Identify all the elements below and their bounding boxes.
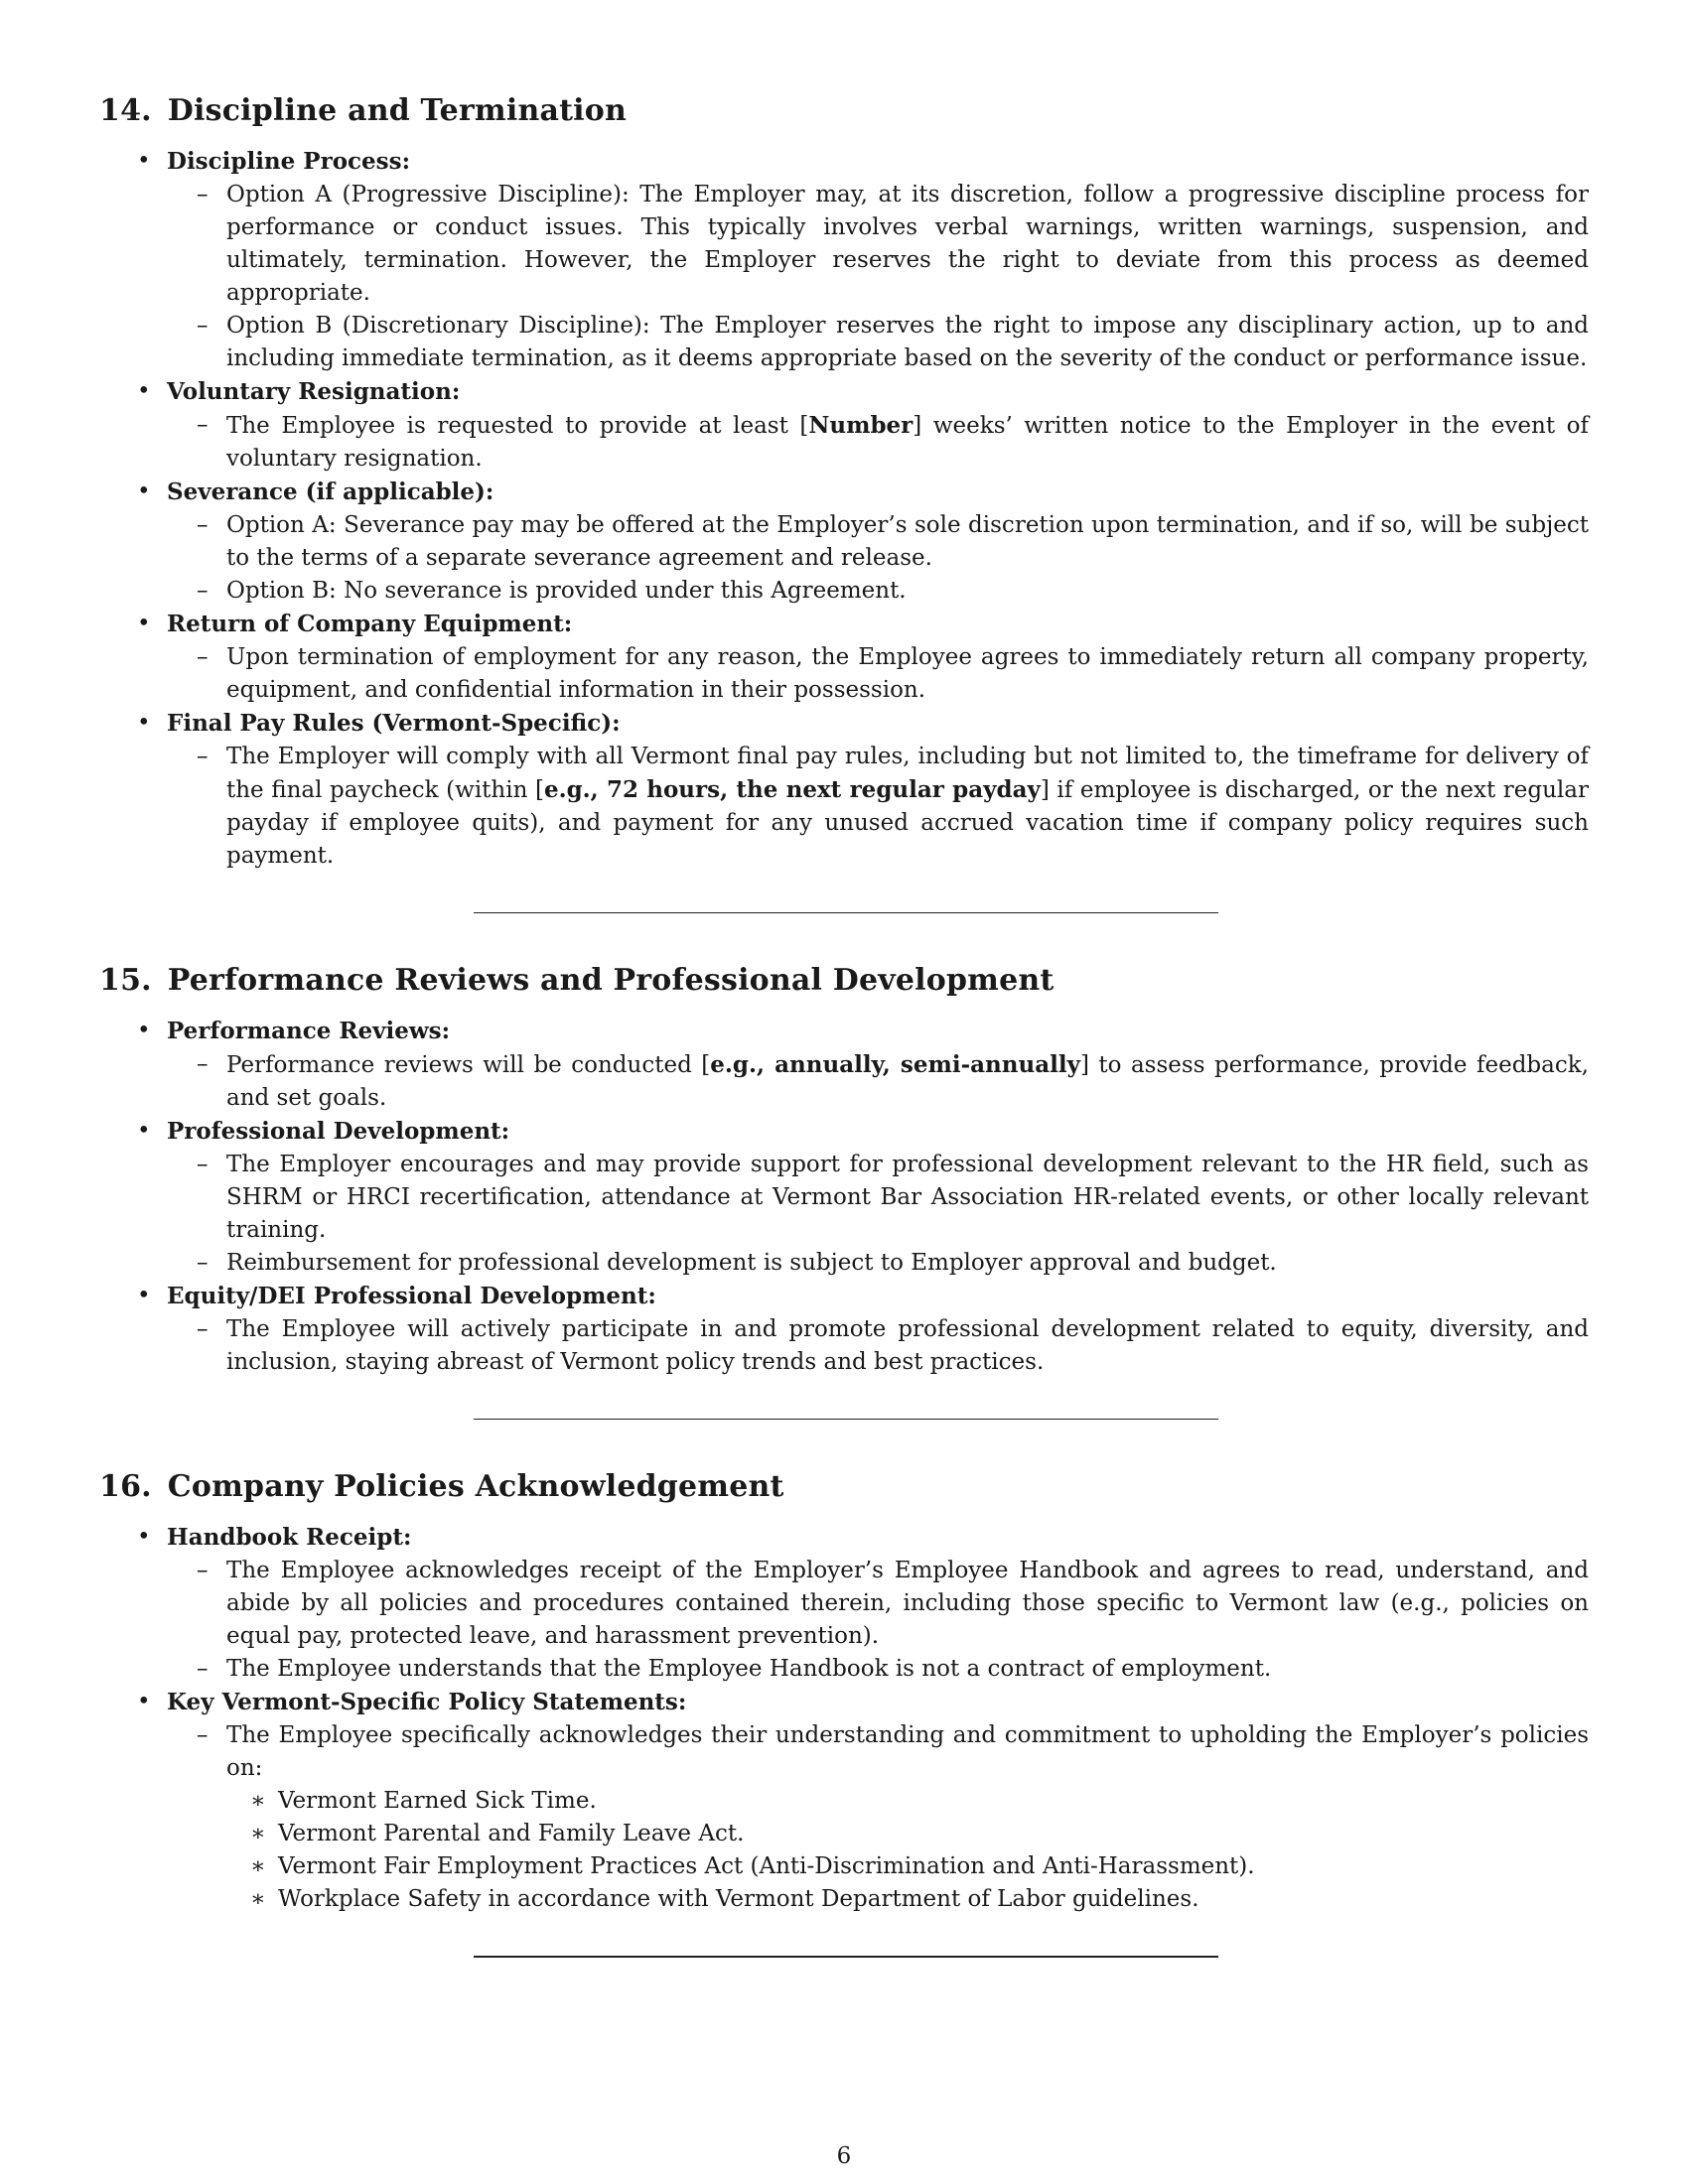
section-15 — [99, 961, 1589, 1420]
section-14 — [99, 91, 1589, 913]
list-item — [167, 1521, 1589, 1686]
item-label: Professional Development: — [167, 1118, 510, 1145]
section-heading — [99, 1467, 1589, 1507]
list-item — [167, 707, 1589, 873]
page-number: 6 — [836, 2143, 852, 2169]
section-number: 14. — [99, 93, 152, 128]
item-label: Voluntary Resignation: — [167, 378, 461, 405]
section-heading — [99, 961, 1589, 1001]
policy-item: ∗ Vermont Parental and Family Leave Act. — [278, 1818, 1589, 1850]
section-title: Company Policies Acknowledgement — [167, 1469, 784, 1504]
text-part: The Employee is requested to provide at least [ — [226, 413, 809, 439]
sub-list — [167, 1719, 1589, 1916]
sub-list — [167, 1555, 1589, 1686]
document-page — [99, 91, 1589, 1958]
sub-item: – Reimbursement for professional development is subject to Employer approval and budget. — [226, 1247, 1589, 1280]
item-label: Key Vermont-Specific Policy Statements: — [167, 1689, 687, 1715]
text-part: The Employer will comply with all Vermont final pay rules, including but not limited to, the timeframe for delivery of the final paycheck (within [ — [226, 744, 1589, 803]
sub-item — [226, 741, 1589, 873]
sub-list — [167, 179, 1589, 375]
text-part: ] weeks’ written notice to the Employer in the event of voluntary resignation. — [226, 413, 1590, 472]
sub-list — [167, 641, 1589, 707]
placeholder-bold: e.g., annually, semi-annually — [710, 1051, 1080, 1078]
placeholder-bold: e.g., 72 hours, the next regular payday — [543, 776, 1041, 803]
spacer — [99, 913, 1589, 961]
sub-list — [167, 509, 1589, 608]
sub-item: – The Employer encourages and may provide support for professional development relevant to the HR field, such as SHRM or HRCI recertification, attendance at Vermont Bar Association HR-related events, or other locally relevant training. — [226, 1149, 1589, 1247]
sub-item: – Option B: No severance is provided under this Agreement. — [226, 575, 1589, 608]
sub-item: – The Employee understands that the Employee Handbook is not a contract of employment. — [226, 1653, 1589, 1686]
sub-list — [167, 1048, 1589, 1115]
sub-item: – Option B (Discretionary Discipline): The Employer reserves the right to impose any disciplinary action, up to and including immediate termination, as it deems appropriate based on the severity of the conduct or performance issue. — [226, 310, 1589, 375]
sub-list — [167, 409, 1589, 476]
bullet-list — [99, 145, 1589, 873]
sub-list — [167, 741, 1589, 873]
sub-item: – Option A: Severance pay may be offered at the Employer’s sole discretion upon termination, and if so, will be subject to the terms of a separate severance agreement and release. — [226, 509, 1589, 575]
item-label: Severance (if applicable): — [167, 478, 494, 505]
list-item — [167, 608, 1589, 707]
sub-item: – Upon termination of employment for any reason, the Employee agrees to immediately return all company property, equipment, and confidential information in their possession. — [226, 641, 1589, 707]
policy-item: ∗ Vermont Fair Employment Practices Act (Anti-Discrimination and Anti-Harassment). — [278, 1850, 1589, 1883]
item-label: Handbook Receipt: — [167, 1524, 412, 1551]
item-label: Performance Reviews: — [167, 1018, 451, 1044]
item-label: Return of Company Equipment: — [167, 611, 573, 637]
list-item — [167, 1686, 1589, 1916]
item-label: Equity/DEI Professional Development: — [167, 1283, 656, 1309]
bullet-list — [99, 1015, 1589, 1379]
item-label: Discipline Process: — [167, 148, 411, 175]
sub-list — [167, 1149, 1589, 1280]
policy-item: ∗ Workplace Safety in accordance with Vermont Department of Labor guidelines. — [278, 1883, 1589, 1916]
sub-item: – Option A (Progressive Discipline): The Employer may, at its discretion, follow a progressive discipline process for performance or conduct issues. This typically involves verbal warnings, written warnings, suspension, and ultimately, termination. However, the Employer reserves the right to deviate from this process as deemed appropriate. — [226, 179, 1589, 310]
sub-item — [226, 409, 1589, 476]
list-item — [167, 1280, 1589, 1379]
list-item — [167, 145, 1589, 375]
section-number: 16. — [99, 1469, 152, 1504]
text-part: ] if employee is discharged, or the next regular payday if employee quits), and payment for any unused accrued vacation time if company policy requires such payment. — [226, 777, 1589, 869]
sub-item: – The Employee will actively participate in and promote professional development related to equity, diversity, and inclusion, staying abreast of Vermont policy trends and best practices. — [226, 1313, 1589, 1379]
sub-list — [167, 1313, 1589, 1379]
spacer — [99, 1420, 1589, 1467]
policy-item: ∗ Vermont Earned Sick Time. — [278, 1785, 1589, 1818]
section-number: 15. — [99, 963, 152, 998]
placeholder-bold: Number — [808, 412, 914, 439]
section-divider — [474, 1956, 1218, 1958]
sub-item-text: The Employee specifically acknowledges their understanding and commitment to upholding the Employer’s policies on: — [226, 1722, 1589, 1781]
section-title: Discipline and Termination — [167, 93, 627, 128]
section-16 — [99, 1467, 1589, 1958]
item-label: Final Pay Rules (Vermont-Specific): — [167, 710, 621, 737]
policy-list — [226, 1785, 1589, 1916]
list-item — [167, 476, 1589, 608]
text-part: Performance reviews will be conducted [ — [226, 1052, 711, 1078]
list-item — [167, 1115, 1589, 1280]
list-item — [167, 1015, 1589, 1115]
text-part: ] to assess performance, provide feedback, and set goals. — [226, 1052, 1589, 1111]
bullet-list — [99, 1521, 1589, 1916]
sub-item — [226, 1048, 1589, 1115]
sub-item — [226, 1719, 1589, 1916]
sub-item: – The Employee acknowledges receipt of the Employer’s Employee Handbook and agrees to read, understand, and abide by all policies and procedures contained therein, including those specific to Vermont law (e.g., policies on equal pay, protected leave, and harassment prevention). — [226, 1555, 1589, 1653]
list-item — [167, 375, 1589, 476]
section-heading — [99, 91, 1589, 131]
section-title: Performance Reviews and Professional Development — [167, 963, 1055, 998]
